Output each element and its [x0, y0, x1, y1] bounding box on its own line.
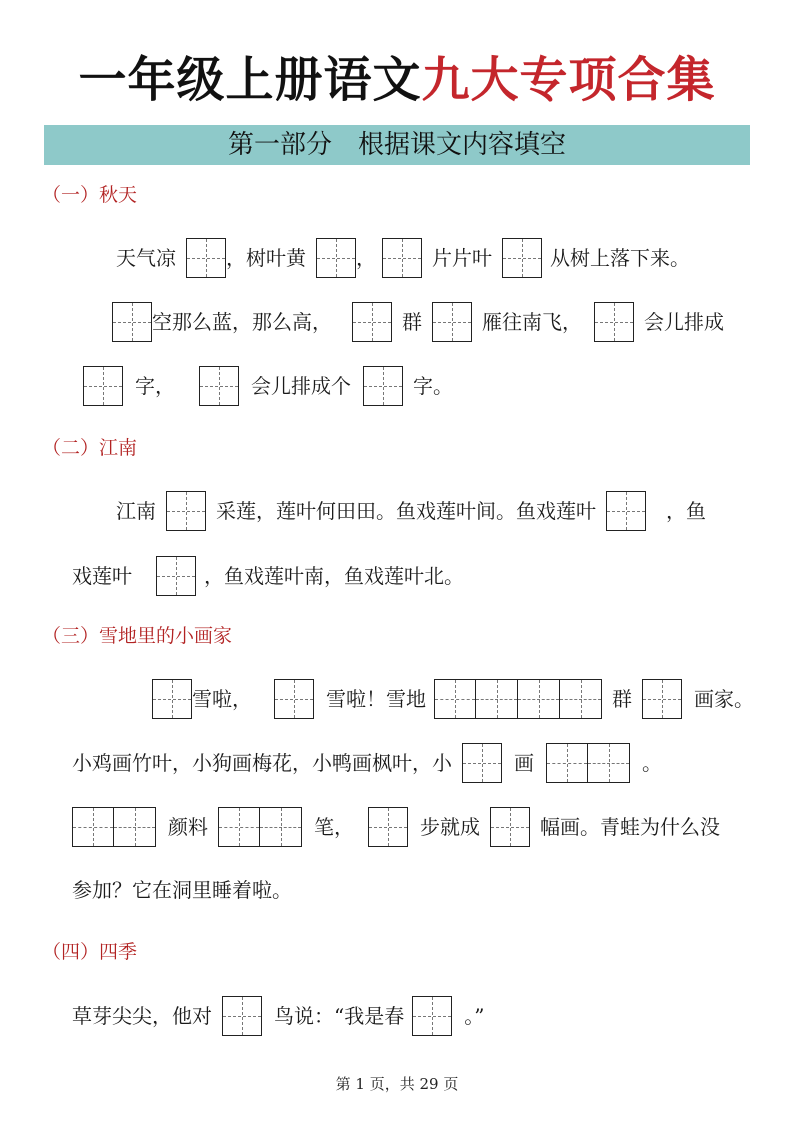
text-segment: 幅画。青蛙为什么没 [540, 815, 720, 839]
text-segment: 从树上落下来。 [550, 246, 690, 270]
jiangnan-line-1 [116, 489, 706, 533]
blank-box[interactable] [83, 366, 123, 406]
text-segment: ， [356, 246, 376, 270]
text-segment: 步就成 [420, 815, 480, 839]
text-segment: 草芽尖尖，他对 [72, 1004, 212, 1028]
blank-box[interactable] [606, 491, 646, 531]
section-heading-autumn: （一）秋天 [42, 184, 138, 206]
blank-box[interactable] [222, 996, 262, 1036]
blank-box[interactable] [114, 807, 156, 847]
text-segment: 群 [612, 687, 632, 711]
section-bar: 第一部分 根据课文内容填空 [44, 125, 750, 165]
blank-box[interactable] [502, 238, 542, 278]
blank-box[interactable] [490, 807, 530, 847]
snow-line-4 [72, 868, 292, 912]
text-segment: ，鱼戏莲叶南，鱼戏莲叶北。 [204, 564, 464, 588]
text-segment: 笔， [314, 815, 354, 839]
blank-box[interactable] [560, 679, 602, 719]
page-title [0, 52, 794, 108]
text-segment: 。 [642, 751, 662, 775]
text-segment: 雁往南飞， [482, 310, 582, 334]
autumn-line-2 [112, 300, 724, 344]
blank-box[interactable] [316, 238, 356, 278]
section-heading-snow-painter: （三）雪地里的小画家 [42, 625, 233, 647]
blank-box[interactable] [412, 996, 452, 1036]
title-red: 九大专项合集 [421, 52, 716, 108]
text-segment: 雪啦！雪地 [326, 687, 426, 711]
text-segment: 小鸡画竹叶，小狗画梅花，小鸭画枫叶，小 [72, 751, 452, 775]
text-segment: 江南 [116, 499, 156, 523]
blank-box[interactable] [112, 302, 152, 342]
blank-box[interactable] [462, 743, 502, 783]
snow-line-3 [72, 805, 720, 849]
blank-box[interactable] [166, 491, 206, 531]
text-segment: 群 [402, 310, 422, 334]
text-segment: 。” [464, 1004, 485, 1028]
blank-box[interactable] [432, 302, 472, 342]
text-segment: 戏莲叶 [72, 564, 132, 588]
seasons-line-1 [72, 994, 484, 1038]
text-segment: 天气凉 [116, 246, 176, 270]
jiangnan-line-2 [72, 554, 464, 598]
text-segment: 会儿排成 [644, 310, 724, 334]
text-segment: ，树叶黄 [226, 246, 306, 270]
blank-box[interactable] [546, 743, 588, 783]
text-segment: 字。 [413, 374, 453, 398]
blank-box[interactable] [476, 679, 518, 719]
blank-box[interactable] [152, 679, 192, 719]
text-segment: 采莲，莲叶何田田。鱼戏莲叶间。鱼戏莲叶 [216, 499, 596, 523]
text-segment: 参加？它在洞里睡着啦。 [72, 878, 292, 902]
blank-box[interactable] [186, 238, 226, 278]
blank-box[interactable] [518, 679, 560, 719]
text-segment: 字， [135, 374, 175, 398]
blank-box[interactable] [368, 807, 408, 847]
blank-box[interactable] [434, 679, 476, 719]
autumn-line-3 [83, 364, 453, 408]
section-heading-four-seasons: （四）四季 [42, 941, 138, 963]
blank-box[interactable] [156, 556, 196, 596]
title-black: 一年级上册语文 [78, 52, 422, 108]
blank-box[interactable] [382, 238, 422, 278]
text-segment: ，鱼 [666, 499, 706, 523]
section-heading-jiangnan: （二）江南 [42, 437, 138, 459]
blank-box[interactable] [260, 807, 302, 847]
blank-box[interactable] [352, 302, 392, 342]
blank-box[interactable] [594, 302, 634, 342]
text-segment: 颜料 [168, 815, 208, 839]
text-segment: 雪啦， [192, 687, 252, 711]
blank-box[interactable] [218, 807, 260, 847]
blank-box-group [546, 743, 630, 783]
text-segment: 片片叶 [432, 246, 492, 270]
blank-box-group [434, 679, 602, 719]
blank-box[interactable] [72, 807, 114, 847]
text-segment: 会儿排成个 [251, 374, 351, 398]
text-segment: 画 [514, 751, 534, 775]
text-segment: 鸟说：“我是春 [274, 1004, 405, 1028]
page-footer: 第 1 页，共 29 页 [335, 1075, 459, 1093]
blank-box[interactable] [274, 679, 314, 719]
blank-box-group [218, 807, 302, 847]
autumn-line-1 [116, 236, 690, 280]
blank-box[interactable] [363, 366, 403, 406]
text-segment: 画家。 [694, 687, 754, 711]
text-segment: 空那么蓝，那么高， [152, 310, 332, 334]
blank-box[interactable] [642, 679, 682, 719]
snow-line-2 [72, 741, 662, 785]
blank-box[interactable] [588, 743, 630, 783]
blank-box[interactable] [199, 366, 239, 406]
blank-box-group [72, 807, 156, 847]
snow-line-1 [152, 677, 754, 721]
